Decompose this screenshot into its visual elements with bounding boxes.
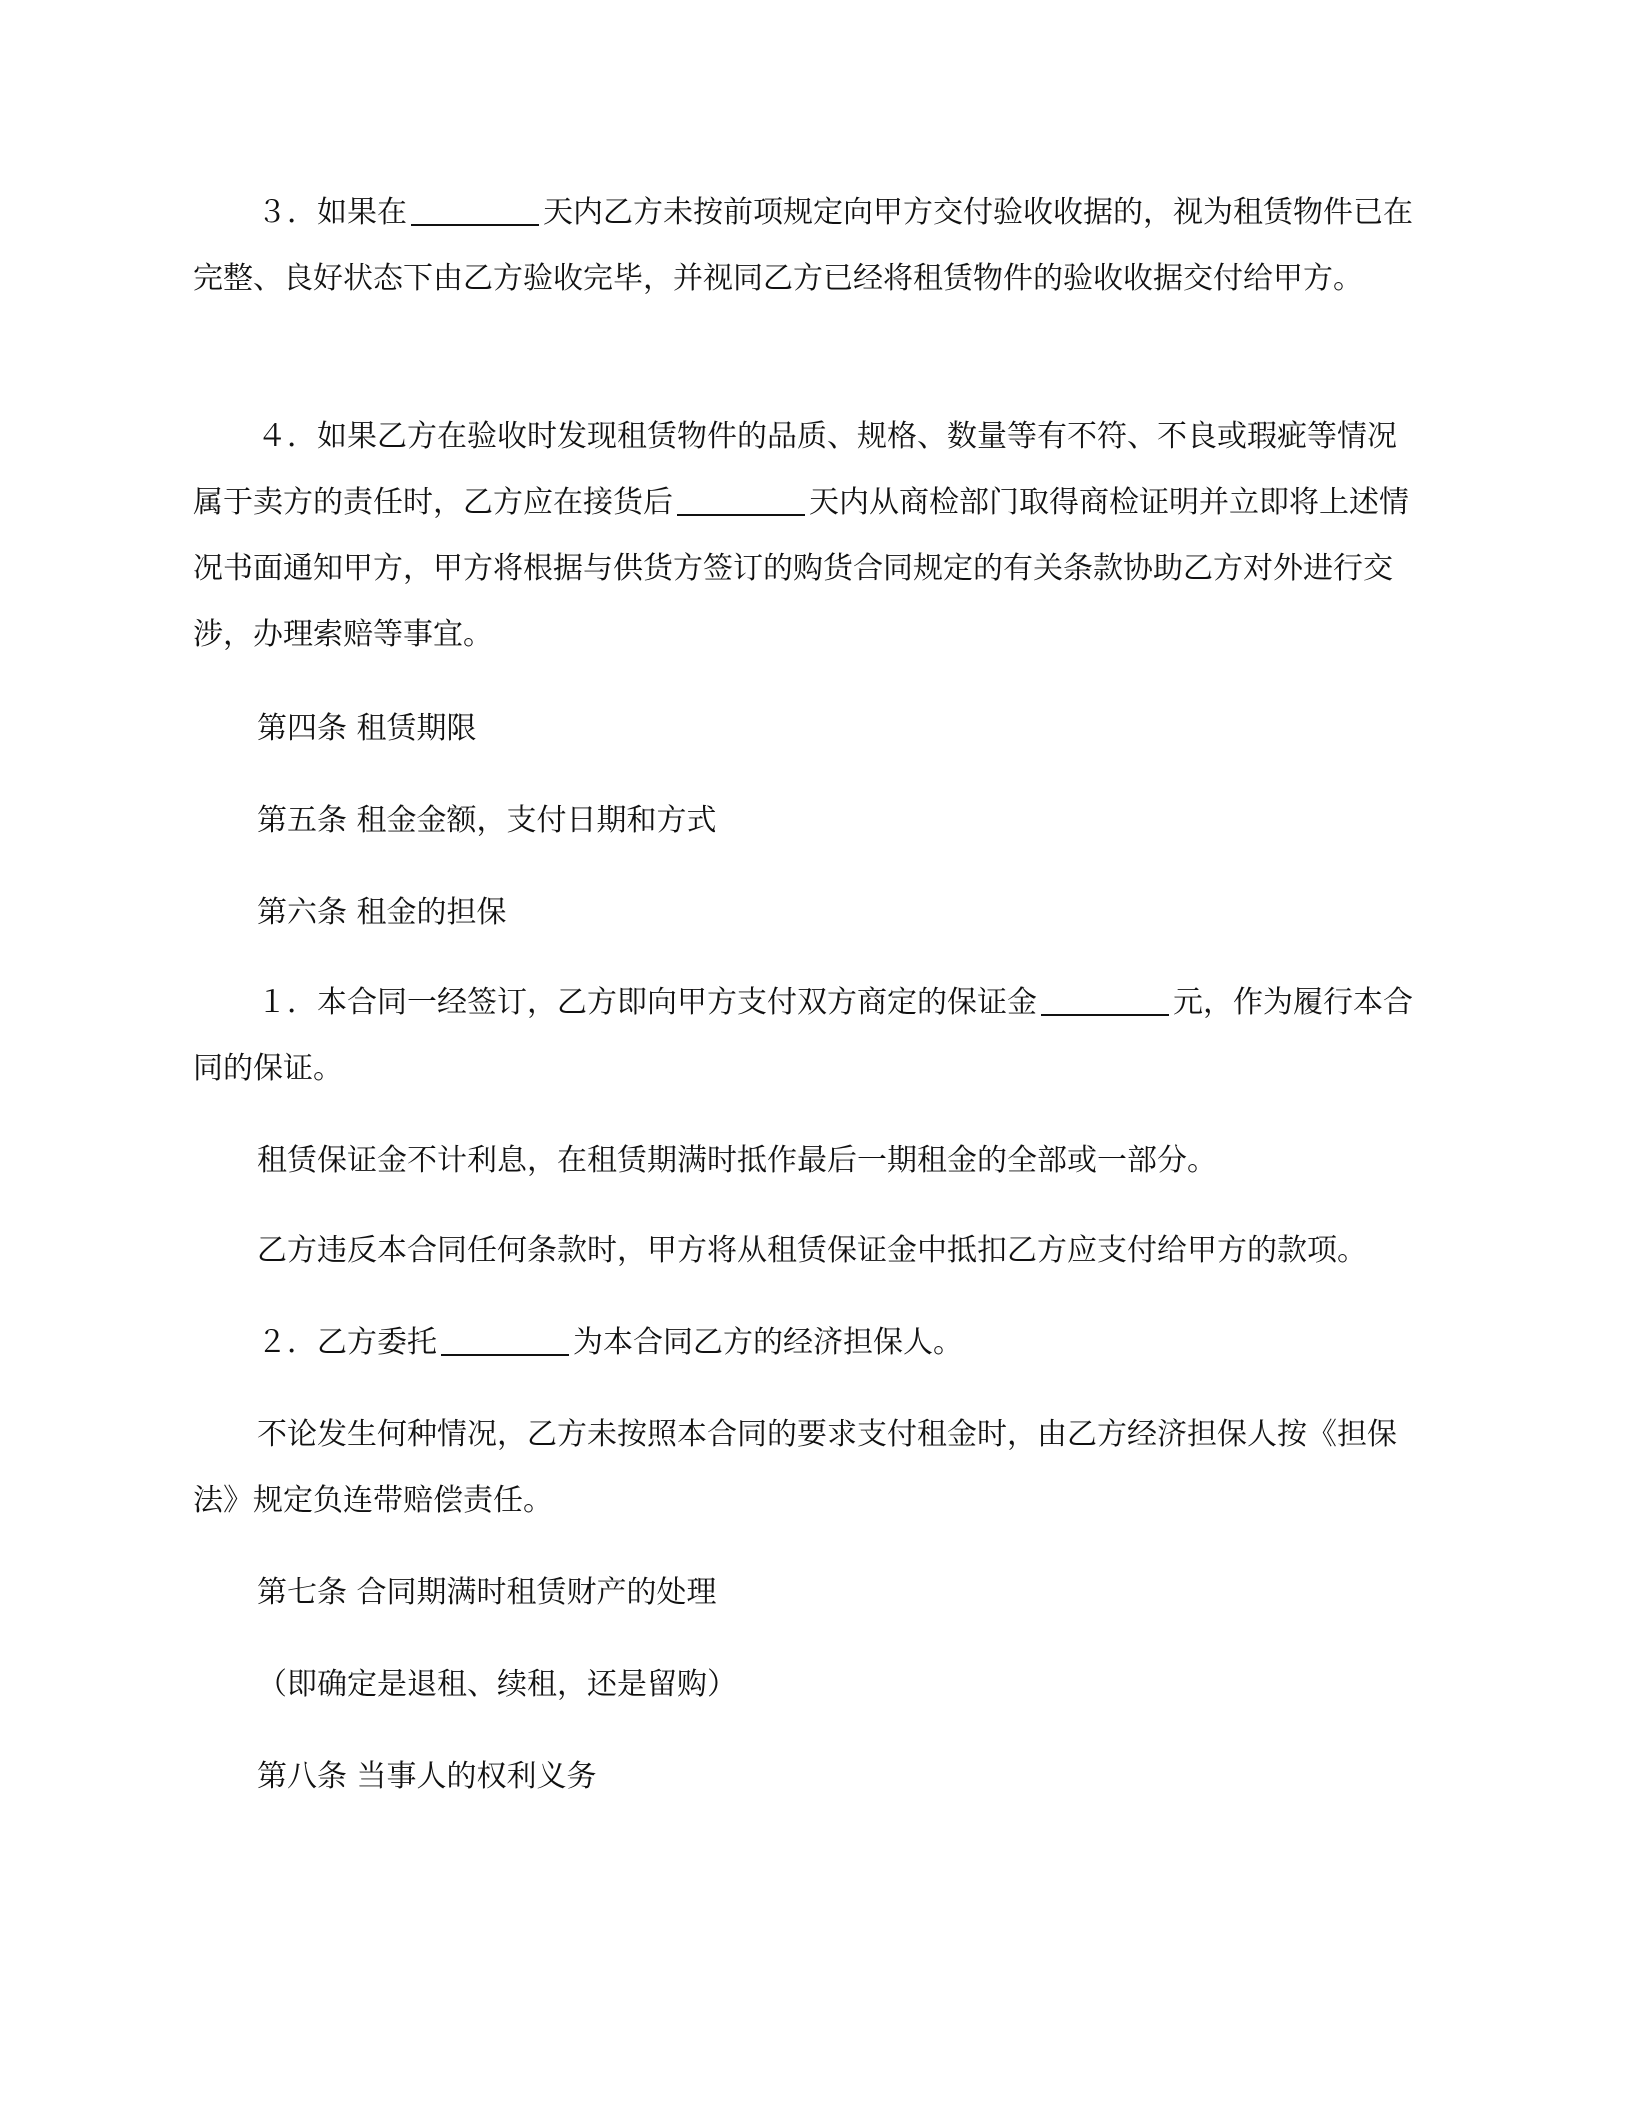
clause-4-text-before: ４．如果乙方在验收时发现租赁物件的品质、规格、数量等有不符、不良或瑕疵等情况属于卖方的责任时，乙方应在接货后 (193, 419, 1397, 520)
blank-guarantor-field (441, 1354, 569, 1356)
deposit-deduction-paragraph: 乙方违反本合同任何条款时，甲方将从租赁保证金中抵扣乙方应支付给甲方的款项。 (257, 1233, 1367, 1268)
clause-3-text-before: ３．如果在 (257, 195, 407, 230)
article-5-heading: 第五条 租金金额，支付日期和方式 (257, 803, 717, 838)
article-8-heading: 第八条 当事人的权利义务 (257, 1759, 597, 1794)
guarantor-liability-paragraph: 不论发生何种情况，乙方未按照本合同的要求支付租金时，由乙方经济担保人按《担保法》规定负连带赔偿责任。 (193, 1417, 1397, 1518)
deposit-interest-paragraph: 租赁保证金不计利息，在租赁期满时抵作最后一期租金的全部或一部分。 (257, 1143, 1217, 1178)
clause-6-2-guarantor (193, 1310, 1423, 1376)
clause-6-1-deposit (193, 970, 1423, 1102)
blank-amount-field (1041, 1014, 1169, 1016)
clause-4-text-after: 天内从商检部门取得商检证明并立即将上述情况书面通知甲方，甲方将根据与供货方签订的购货合同规定的有关条款协助乙方对外进行交涉，办理索赔等事宜。 (193, 485, 1409, 652)
clause-6-1-text-before: １．本合同一经签订，乙方即向甲方支付双方商定的保证金 (257, 985, 1037, 1020)
clause-3-acceptance-deadline (193, 180, 1423, 312)
clause-6-2-text-after: 为本合同乙方的经济担保人。 (573, 1325, 963, 1360)
clause-4-inspection-claims (193, 404, 1423, 668)
article-7-heading: 第七条 合同期满时租赁财产的处理 (257, 1575, 717, 1610)
clause-6-1-text-after: 元，作为履行本合同的保证。 (193, 985, 1413, 1086)
article-6-heading: 第六条 租金的担保 (257, 895, 507, 930)
article-4-heading: 第四条 租赁期限 (257, 711, 477, 746)
clause-6-2-text-before: ２．乙方委托 (257, 1325, 437, 1360)
blank-days-field (411, 224, 539, 226)
clause-3-text-after: 天内乙方未按前项规定向甲方交付验收收据的，视为租赁物件已在完整、良好状态下由乙方验收完毕，并视同乙方已经将租赁物件的验收收据交付给甲方。 (193, 195, 1413, 296)
blank-days-field (677, 514, 805, 516)
article-7-note: （即确定是退租、续租，还是留购） (257, 1667, 737, 1702)
